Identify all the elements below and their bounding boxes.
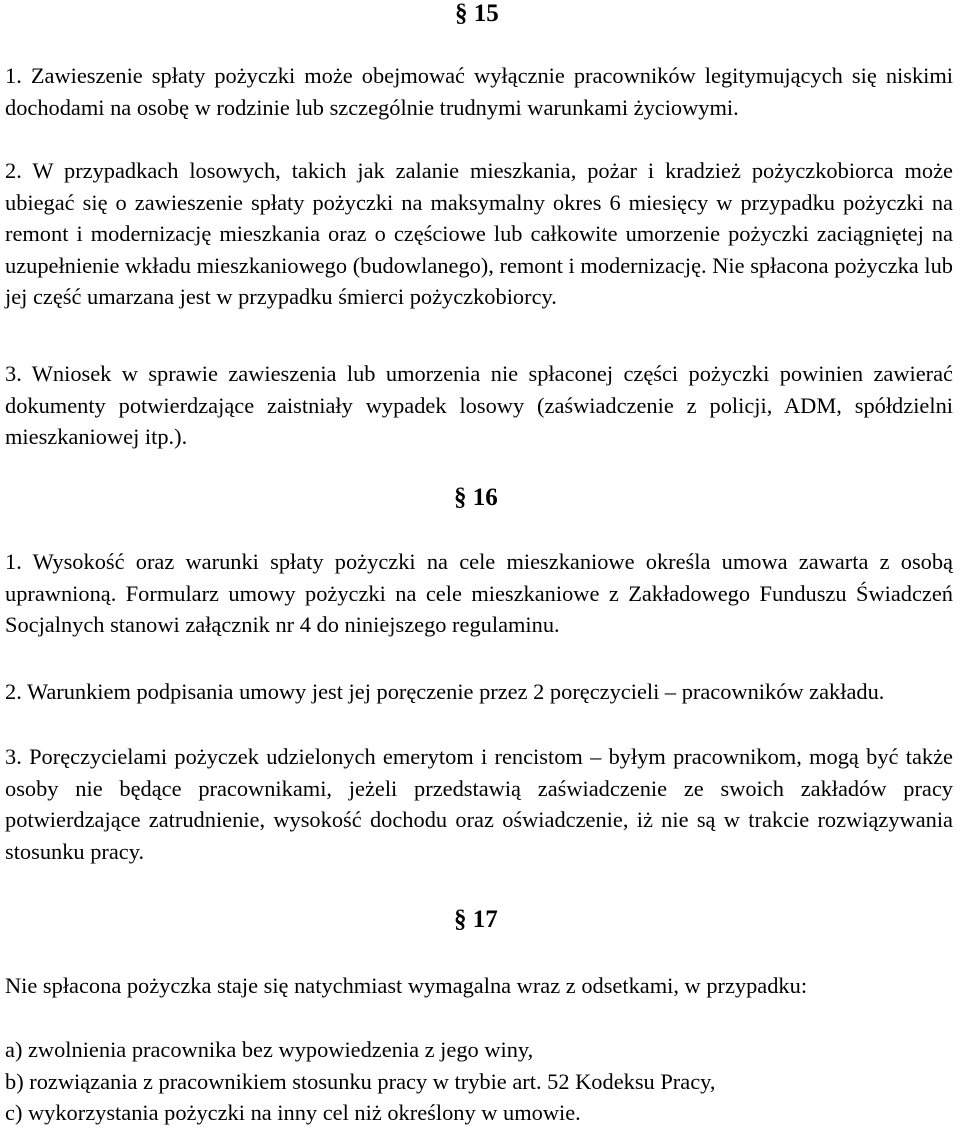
list-17 [5, 1034, 953, 1129]
section-17-heading [0, 906, 960, 934]
section-heading-text: § 17 [454, 906, 498, 933]
section-16-heading [0, 484, 960, 512]
section-15-heading [0, 0, 960, 28]
list-item: c) wykorzystania pożyczki na inny cel niż określony w umowie. [5, 1100, 581, 1125]
paragraph-16-3: 3. Poręczycielami pożyczek udzielonych emerytom i rencistom – byłym pracownikom, mogą być także osoby nie będące pracownikami, jeżeli przedstawią zaświadczenie ze swoich zakładów pracy potwierdzające zatrudnienie, wysokość dochodu oraz oświadczenie, iż nie są w trakcie rozwiązywania stosunku pracy. [5, 744, 953, 864]
paragraph-17-intro: Nie spłacona pożyczka staje się natychmiast wymagalna wraz z odsetkami, w przypadku: [5, 973, 808, 998]
paragraph-16-2: 2. Warunkiem podpisania umowy jest jej poręczenie przez 2 poręczycieli – pracowników zakładu. [5, 679, 885, 704]
paragraph-15-1: 1. Zawieszenie spłaty pożyczki może obejmować wyłącznie pracowników legitymujących się niskimi dochodami na osobę w rodzinie lub szczególnie trudnymi warunkami życiowymi. [5, 63, 953, 120]
paragraph-15-2: 2. W przypadkach losowych, takich jak zalanie mieszkania, pożar i kradzież pożyczkobiorca może ubiegać się o zawieszenie spłaty pożyczki na maksymalny okres 6 miesięcy w przypadku pożyczki na remont i modernizację mieszkania oraz o częściowe lub całkowite umorzenie pożyczki zaciągniętej na uzupełnienie wkładu mieszkaniowego (budowlanego), remont i modernizację. Nie spłacona pożyczka lub jej część umarzana jest w przypadku śmierci pożyczkobiorcy. [5, 158, 953, 309]
paragraph-16-1: 1. Wysokość oraz warunki spłaty pożyczki na cele mieszkaniowe określa umowa zawarta z osobą uprawnioną. Formularz umowy pożyczki na cele mieszkaniowe z Zakładowego Funduszu Świadczeń Socjalnych stanowi załącznik nr 4 do niniejszego regulaminu. [5, 549, 953, 637]
section-heading-text: § 16 [454, 484, 498, 511]
paragraph-15-3: 3. Wniosek w sprawie zawieszenia lub umorzenia nie spłaconej części pożyczki powinien zawierać dokumenty potwierdzające zaistniały wypadek losowy (zaświadczenie z policji, ADM, spółdzielni mieszkaniowej itp.). [5, 361, 953, 449]
list-item: a) zwolnienia pracownika bez wypowiedzenia z jego winy, [5, 1037, 534, 1062]
list-item: b) rozwiązania z pracownikiem stosunku pracy w trybie art. 52 Kodeksu Pracy, [5, 1068, 716, 1094]
section-heading-text: § 15 [455, 0, 499, 27]
